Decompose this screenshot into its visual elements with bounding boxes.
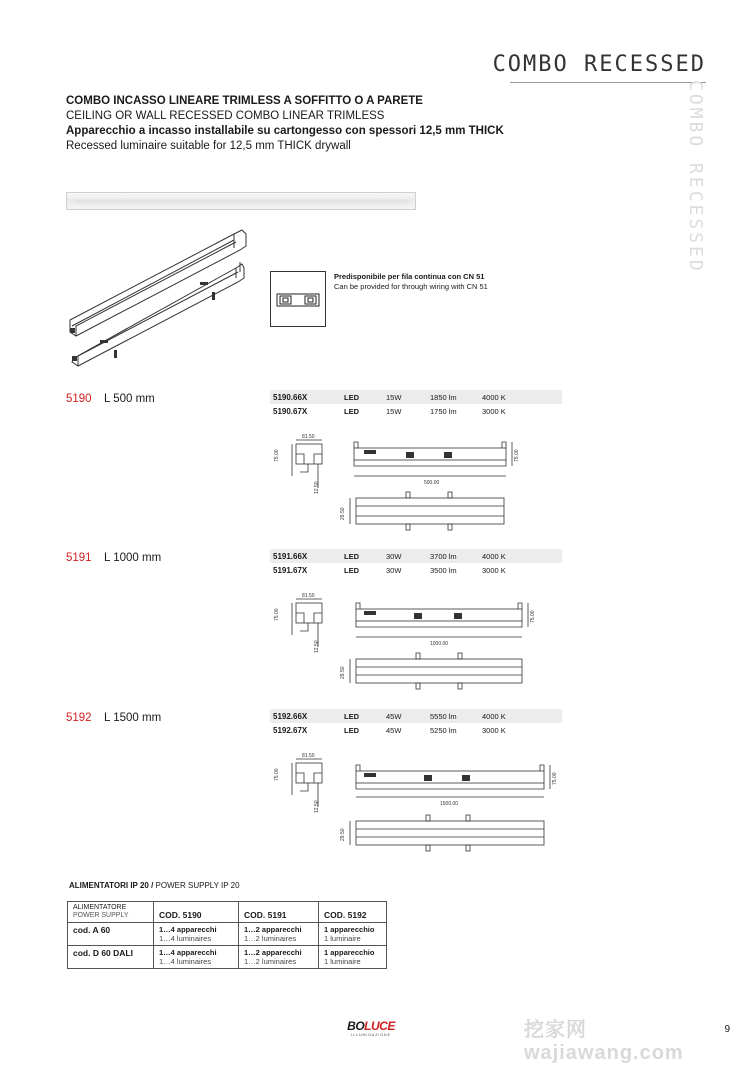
heading-it: COMBO INCASSO LINEARE TRIMLESS A SOFFITTO O A PARETE: [66, 95, 423, 107]
product-perspective-drawing: [64, 222, 254, 367]
power-supply-title: [69, 881, 240, 890]
dim-bottom: 29.50: [340, 666, 346, 679]
cell-en: 1…2 luminaires: [244, 957, 297, 966]
cell-it: 1 apparecchio: [324, 948, 375, 957]
spec-table: [270, 390, 562, 418]
cell-it: 1…2 apparecchi: [244, 925, 302, 934]
variant-code: 5191.66X: [273, 551, 308, 561]
variant-type: LED: [344, 392, 359, 402]
variant-power: 45W: [386, 711, 402, 721]
table-row: [68, 923, 387, 946]
brand-part-a: BO: [347, 1019, 365, 1033]
dim-height: 75.00: [274, 608, 280, 621]
spec-row: [270, 549, 562, 563]
page-title: COMBO RECESSED: [492, 52, 706, 77]
variant-cct: 4000 K: [482, 711, 506, 721]
cell-en: 1 luminaire: [324, 957, 361, 966]
table-header-row: [68, 902, 387, 923]
connector-icon: [271, 272, 325, 326]
cell-it: 1…2 apparecchi: [244, 948, 302, 957]
variant-flux: 1850 lm: [430, 392, 457, 402]
model-heading: [66, 389, 155, 407]
variant-cct: 4000 K: [482, 392, 506, 402]
spec-table: [270, 709, 562, 737]
brand-logo: [346, 1019, 396, 1037]
variant-code: 5190.66X: [273, 392, 308, 402]
spec-table: [270, 549, 562, 577]
model-length: L 1000 mm: [104, 552, 162, 564]
dim-side-height: 75.00: [530, 610, 536, 623]
column-header: COD. 5192: [319, 902, 387, 923]
technical-drawing-5190: [268, 432, 558, 532]
dim-width: 81.50: [302, 753, 315, 759]
dim-length: 1000.00: [430, 641, 449, 647]
variant-power: 15W: [386, 392, 402, 402]
brand-part-b: LUCE: [364, 1019, 395, 1033]
variant-code: 5190.67X: [273, 406, 308, 416]
power-supply-title-en: POWER SUPPLY IP 20: [155, 881, 240, 890]
cell-en: 1…4 luminaires: [159, 934, 212, 943]
row-header: cod. A 60: [68, 923, 154, 946]
variant-cct: 4000 K: [482, 551, 506, 561]
model-code: 5190: [66, 393, 92, 405]
through-wiring-diagram: [270, 271, 326, 327]
side-title-text: COMBO RECESSED: [685, 80, 706, 274]
header-it: ALIMENTATORE: [73, 904, 127, 911]
spec-row: [270, 404, 562, 418]
side-title: [684, 80, 706, 274]
variant-power: 15W: [386, 406, 402, 416]
model-code: 5191: [66, 552, 92, 564]
technical-drawing-5191: [268, 591, 558, 691]
model-code: 5192: [66, 712, 92, 724]
dim-height: 75.00: [274, 449, 280, 462]
header-en: POWER SUPPLY: [73, 912, 129, 919]
power-supply-table: [67, 901, 387, 969]
variant-power: 45W: [386, 725, 402, 735]
dim-side-height: 75.00: [552, 772, 558, 785]
title-rule: [510, 82, 706, 83]
table-cell: [319, 923, 387, 946]
dim-bottom: 29.50: [340, 507, 346, 520]
cell-it: 1…4 apparecchi: [159, 925, 217, 934]
variant-cct: 3000 K: [482, 406, 506, 416]
through-wiring-en: Can be provided for through wiring with CN 51: [334, 281, 488, 291]
header-cell: [68, 902, 154, 923]
cell-it: 1…4 apparecchi: [159, 948, 217, 957]
variant-flux: 5550 lm: [430, 711, 457, 721]
variant-flux: 5250 lm: [430, 725, 457, 735]
cell-en: 1 luminaire: [324, 934, 361, 943]
variant-type: LED: [344, 565, 359, 575]
cell-it: 1 apparecchio: [324, 925, 375, 934]
table-cell: [319, 946, 387, 969]
description-it: Apparecchio a incasso installabile su cartongesso con spessori 12,5 mm THICK: [66, 125, 504, 137]
dim-width: 81.50: [302, 434, 315, 440]
variant-flux: 3700 lm: [430, 551, 457, 561]
model-length: L 1500 mm: [104, 712, 162, 724]
model-heading: [66, 708, 161, 726]
variant-power: 30W: [386, 565, 402, 575]
dim-height: 75.00: [274, 768, 280, 781]
variant-type: LED: [344, 725, 359, 735]
dimension-drawing: [268, 432, 558, 532]
dim-drywall: 12.50: [314, 481, 320, 494]
page-number: 9: [724, 1024, 730, 1035]
through-wiring-it: Predisponibile per fila continua con CN 51: [334, 272, 485, 281]
dimension-drawing: [268, 591, 558, 691]
brand-tagline: ILLUMINAZIONE: [351, 1033, 391, 1037]
table-cell: [239, 946, 319, 969]
model-length: L 500 mm: [104, 393, 155, 405]
technical-drawing-5192: [268, 751, 558, 857]
cell-en: 1…4 luminaires: [159, 957, 212, 966]
table-row: [68, 946, 387, 969]
variant-type: LED: [344, 551, 359, 561]
dimension-drawing: [268, 751, 558, 857]
spec-row: [270, 723, 562, 737]
dim-drywall: 12.50: [314, 640, 320, 653]
dim-bottom: 29.50: [340, 828, 346, 841]
table-cell: [154, 946, 239, 969]
variant-type: LED: [344, 406, 359, 416]
dim-width: 81.50: [302, 593, 315, 599]
dim-drywall: 12.50: [314, 800, 320, 813]
column-header: COD. 5191: [239, 902, 319, 923]
product-light-image: [66, 192, 416, 210]
description-en: Recessed luminaire suitable for 12,5 mm THICK drywall: [66, 140, 351, 152]
table-cell: [154, 923, 239, 946]
variant-code: 5192.66X: [273, 711, 308, 721]
variant-code: 5192.67X: [273, 725, 308, 735]
spec-row: [270, 390, 562, 404]
column-header: COD. 5190: [154, 902, 239, 923]
row-header: cod. D 60 DALI: [68, 946, 154, 969]
variant-code: 5191.67X: [273, 565, 308, 575]
variant-flux: 1750 lm: [430, 406, 457, 416]
dim-length: 500.00: [424, 480, 440, 486]
through-wiring-note: [334, 272, 494, 291]
variant-cct: 3000 K: [482, 565, 506, 575]
watermark: 挖家网 wajiawang.com: [524, 1019, 684, 1064]
model-heading: [66, 548, 161, 566]
dim-length: 1500.00: [440, 801, 459, 807]
table-cell: [239, 923, 319, 946]
variant-type: LED: [344, 711, 359, 721]
cell-en: 1…2 luminaires: [244, 934, 297, 943]
variant-cct: 3000 K: [482, 725, 506, 735]
dim-side-height: 75.00: [514, 449, 520, 462]
spec-row: [270, 709, 562, 723]
spec-row: [270, 563, 562, 577]
variant-power: 30W: [386, 551, 402, 561]
variant-flux: 3500 lm: [430, 565, 457, 575]
power-supply-title-it: ALIMENTATORI IP 20 /: [69, 881, 154, 890]
heading-en: CEILING OR WALL RECESSED COMBO LINEAR TRIMLESS: [66, 110, 385, 122]
